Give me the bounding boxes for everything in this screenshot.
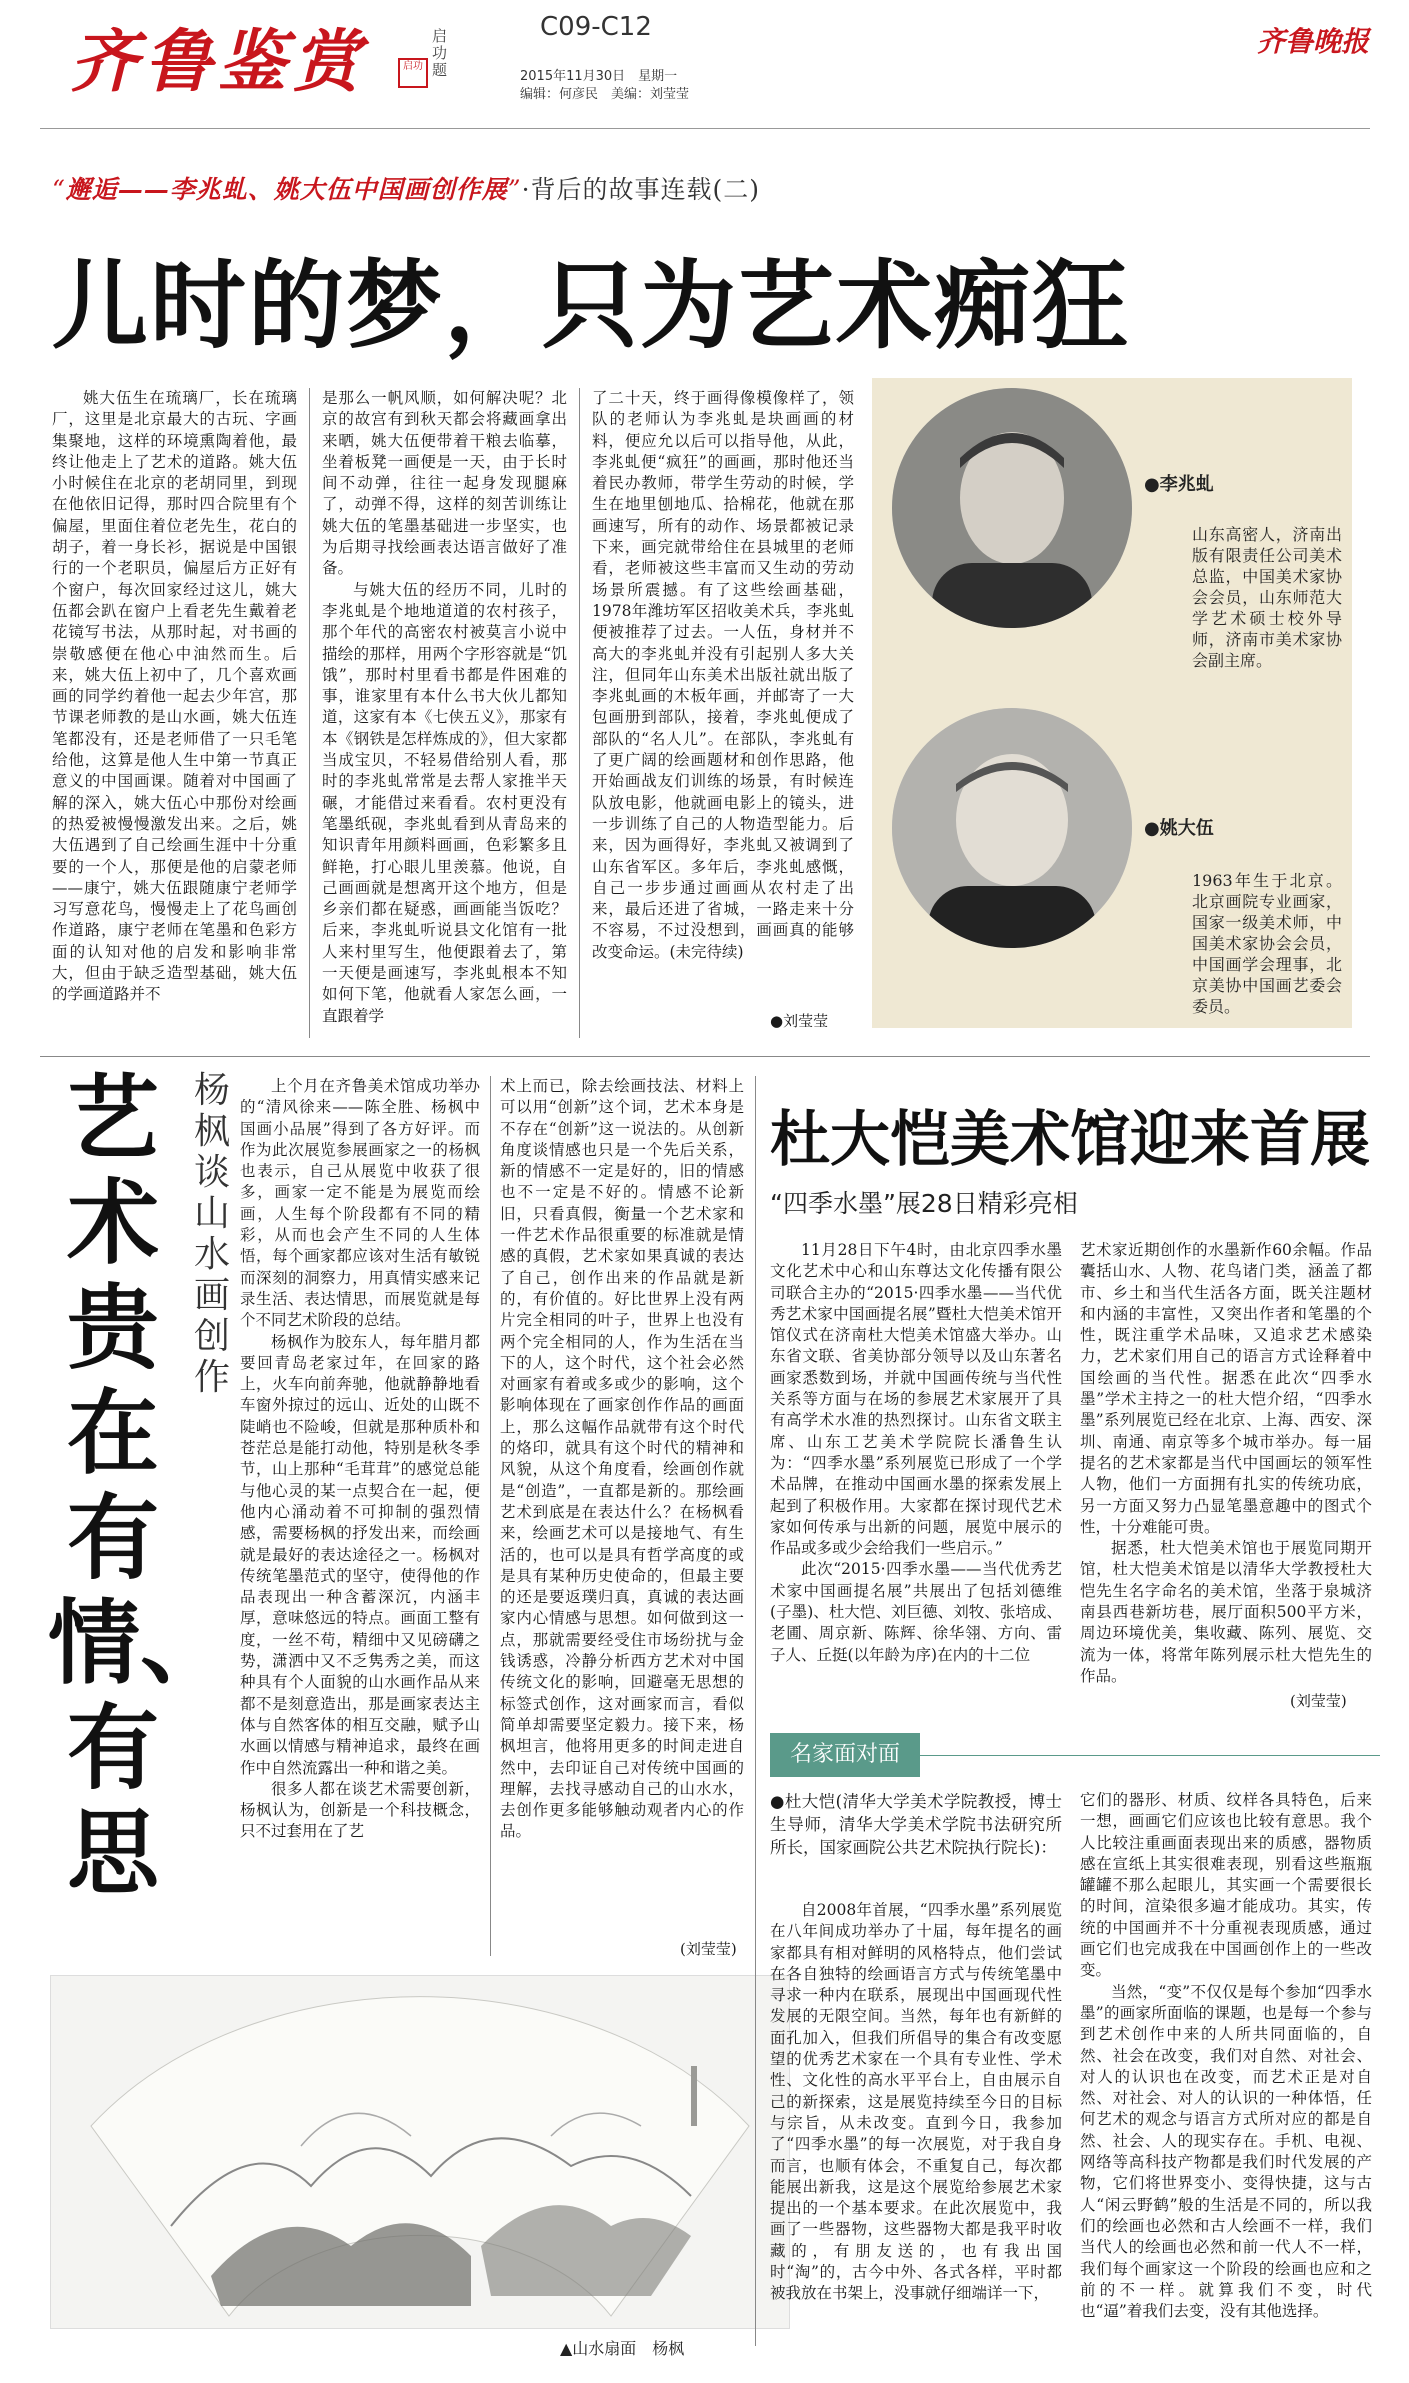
story1-paragraph: 是那么一帆风顺，如何解决呢？北京的故宫有到秋天都会将藏画拿出来晒，姚大伍便带着干粮去临摹，坐着板凳一画便是一天，由于长时间不动弹，往往一起身发现腿麻了，动弹不得，这样的刻苦训练让姚大伍的笔墨基础进一步坚实，也为后期寻找绘画表达语言做好了准备。	[322, 389, 567, 578]
column-divider	[490, 1076, 491, 1956]
story1-paragraph: 了二十天，终于画得像模像样了，领队的老师认为李兆虬是块画画的材料，便应允以后可以指导他，从此，李兆虬便“疯狂”的画画，那时他还当着民办教师，带学生劳动的时候，学生在地里刨地瓜、拾棉花，他就在那画速写，所有的动作、场景都被记录下来，画完就带给住在县城里的老师看，老师被这些丰富而又生动的劳动场景所震撼。有了这些绘画基础，1978年潍坊军区招收美术兵，李兆虬便被推荐了过去。一人伍，身材并不高大的李兆虬并没有引起别人多大关注，但同年山东美术出版社就出版了李兆虬画的木板年画，并邮寄了一大包画册到部队，接着，李兆虬便成了部队的“名人儿”。在部队，李兆虬有了更广阔的绘画题材和创作思路，他开始画战友们训练的场景，有时候连队放电影，他就画电影上的镜头，进一步训练了自己的人物造型能力。后来，因为画得好，李兆虬又被调到了山东省军区。多年后，李兆虬感慨，自己一步步通过画画从农村走了出来，最后还进了省城，一路走来十分不容易，不过没想到，画画真的能够改变命运。(未完待续)	[592, 389, 854, 961]
story1-column-1	[52, 388, 297, 1038]
masthead-divider	[40, 128, 1370, 129]
story2-paragraph: 杨枫作为胶东人，每年腊月都要回青岛老家过年，在回家的路上，火车向前奔驰，他就静静地看车窗外掠过的远山、近处的山既不陡峭也不险峻，但就是那种质朴和苍茫总是能打动他，特别是秋冬季节，山上那种“毛茸茸”的感觉总能与他心灵的某一点契合在一起，便他内心涌动着不可抑制的强烈情感，需要杨枫的抒发出来，而绘画就是最好的表达途径之一。杨枫对传统笔墨范式的坚守，使得他的作品表现出一种含蓄深沉，内涵丰厚，意味悠远的特点。画面工整有度，一丝不苟，精细中又见磅礴之势，潇洒中又不乏隽秀之美，而这种具有个人面貌的山水画作品从来都不是刻意造出，那是画家表达主体与自然客体的相互交融，赋予山水画以情感与精神追求，最终在画作中自然流露出一种和谐之美。	[240, 1332, 480, 1777]
story3-column-1	[770, 1240, 1062, 1710]
artist-profiles-panel	[872, 378, 1352, 1028]
story1-byline: ●刘莹莹	[770, 1012, 829, 1030]
story1-paragraph: 姚大伍生在琉璃厂，长在琉璃厂，这里是北京最大的古玩、字画集聚地，这样的环境熏陶着他，最终让他走上了艺术的道路。姚大伍小时候住在北京的老胡同里，到现在他依旧记得，那时四合院里有个偏屋，里面住着位老先生，花白的胡子，着一身长衫，据说是中国银行的一个老职员，偏屋后方正好有个窗户，每次回家经过这儿，姚大伍都会趴在窗户上看老先生戴着老花镜写书法，从那时起，对书画的崇敬感便在他心中油然而生。后来，姚大伍上初中了，几个喜欢画画的同学约着他一起去少年宫，那节课老师教的是山水画，姚大伍连笔都没有，还是老师借了一只毛笔给他，这算是他人生中第一节真正意义的中国画课。随着对中国画了解的深入，姚大伍心中那份对绘画的热爱被慢慢激发出来。之后，姚大伍遇到了自己绘画生涯中十分重要的一个人，那便是他的启蒙老师——康宁，姚大伍跟随康宁老师学习写意花鸟，慢慢走上了花鸟画创作道路，康宁老师在笔墨和色彩方面的认知对他的启发和影响非常大，但由于缺乏造型基础，姚大伍的学画道路并不	[52, 389, 297, 1004]
story2-column-1	[240, 1076, 480, 1956]
logo-calligrapher: 启功题	[432, 27, 448, 79]
interview-paragraph: 它们的器形、材质、纹样各具特色，后来一想，画画它们应该也比较有意思。我个人比较注重画面表现出来的质感，器物质感在宣纸上其实很难表现，别看这些瓶瓶罐罐不那么起眼儿，其实画一个需要很长的时间，渲染很多遍才能成功。其实，传统的中国画并不十分重视表现质感，通过画它们也完成我在中国画创作上的一些改变。	[1080, 1791, 1372, 1980]
section-divider-vertical	[755, 1076, 756, 2346]
story2-byline: (刘莹莹)	[680, 1940, 737, 1958]
portrait-li-zhaoqiu	[892, 388, 1132, 628]
interview-column-1	[770, 1900, 1062, 2346]
series-quote-close: ”	[507, 175, 522, 204]
story3-paragraph: 据悉，杜大恺美术馆也于展览同期开馆，杜大恺美术馆是以清华大学教授杜大恺先生名字命名的美术馆，坐落于泉城济南县西巷新坊巷，展厅面积500平方米，周边环境优美，集收藏、陈列、展览、交流为一体，将常年陈列展示杜大恺先生的作品。	[1080, 1539, 1372, 1685]
section-divider	[40, 1056, 1370, 1057]
series-tail: ·背后的故事连载(二)	[521, 175, 761, 204]
interview-tag-rule	[920, 1755, 1380, 1756]
painting-caption: ▲山水扇面 杨枫	[560, 2339, 685, 2358]
story3-paragraph: 此次“2015·四季水墨——当代优秀艺术家中国画提名展”共展出了包括刘德维(子墨)、杜大恺、刘巨德、刘牧、张培成、老圃、周京新、陈辉、徐华翎、方向、雷子人、丘挺(以年龄为序)在内的十二位	[770, 1560, 1062, 1664]
profile-name: ●李兆虬	[1144, 474, 1214, 495]
story2-paragraph: 术上而已，除去绘画技法、材料上可以用“创新”这个词，艺术本身是不存在“创新”这一说法的。从创新角度谈情感也只是一个先后关系，新的情感不一定是好的，旧的情感也不一定是不好的。情感不论新旧，只看真假，衡量一个艺术家和一件艺术作品很重要的标准就是情感的真假，艺术家如果真诚的表达了自己，创作出来的作品就是新的，有价值的。好比世界上没有两片完全相同的叶子，世界上也没有两个完全相同的人，作为生活在当下的人，这个时代，这个社会必然对画家有着或多或少的影响，这个影响体现在了画家创作作品的画面上，那么这幅作品就带有这个时代的烙印，就具有这个时代的精神和风貌，从这个角度看，绘画创作就是“创造”，一直都是新的。那绘画艺术到底是在表达什么？在杨枫看来，绘画艺术可以是接地气、有生活的，也可以是具有哲学高度的或是具有某种历史使命的，但最主要的还是要返璞归真，真诚的表达画家内心情感与思想。如何做到这一点，那就需要经受住市场纷扰与金钱诱惑，冷静分析西方艺术对中国传统文化的影响，回避毫无思想的标签式创作，这对画家而言，看似简单却需要坚定毅力。接下来，杨枫坦言，他将用更多的时间走进自然中，去印证自己对传统中国画的理解，去找寻感动自己的山水水，去创作更多能够触动观者内心的作品。	[500, 1077, 744, 1841]
story3-column-2	[1080, 1240, 1372, 1686]
series-quote-open: “	[52, 175, 66, 204]
story1-column-2	[322, 388, 567, 1038]
story3-headline: 杜大恺美术馆迎来首展	[770, 1105, 1370, 1175]
interview-paragraph: 自2008年首展，“四季水墨”系列展览在八年间成功举办了十届，每年提名的画家都具有相对鲜明的风格特点，他们尝试在各自独特的绘画语言方式与传统笔墨中寻求一种内在联系，展现出中国画现代性发展的无限空间。当然，每年也有新鲜的面孔加入，但我们所倡导的集合有改变愿望的优秀艺术家在一个具有专业性、学术性、文化性的高水平平台上，自由展示自己的新探索，这是展览持续至今日的目标与宗旨，从未改变。直到今日，我参加了“四季水墨”的每一次展览，对于我自身而言，也顺有体会，不重复自己，每次都能展出新我，这是这个展览给参展艺术家提出的一个基本要求。在此次展览中，我画了一些器物，这些器物大都是我平时收藏的，有朋友送的，也有我出国时“淘”的，古今中外、各式各样，平时都被我放在书架上，没事就仔细端详一下，	[770, 1901, 1062, 2303]
story1-paragraph: 与姚大伍的经历不同，儿时的李兆虬是个地地道道的农村孩子，那个年代的高密农村被莫言小说中描绘的那样，用两个字形容就是“饥饿”，那时村里看书都是件困难的事，谁家里有本什么书大伙儿都知道，这家有本《七侠五义》，那家有本《钢铁是怎样炼成的》，但大家都当成宝贝，不轻易借给别人看，那时的李兆虬常常是去帮人家推半天碾，才能借过来看看。农村更没有笔墨纸砚，李兆虬看到从青岛来的知识青年用颜料画画，色彩繁多且鲜艳，打心眼儿里羡慕。他说，自己画画就是想离开这个地方，但是乡亲们都在疑惑，画画能当饭吃？后来，李兆虬听说县文化馆有一批人来村里写生，他便跟着去了，第一天便是画速写，李兆虬根本不知如何下笔，他就看人家怎么画，一直跟着学	[322, 580, 567, 1025]
story1-column-3	[592, 388, 854, 1028]
story2-headline: 艺术贵在有情、有思	[48, 1065, 233, 1907]
interview-column-2	[1080, 1790, 1372, 2346]
masthead	[0, 0, 1409, 108]
story3-paragraph: 艺术家近期创作的水墨新作60余幅。作品囊括山水、人物、花鸟诸门类，涵盖了都市、乡土和当代生活各方面，既关注题材和内涵的丰富性，又突出作者和笔墨的个性，既注重学术品味，又追求艺术感染力，艺术家们用自己的语言方式诠释着中国绘画的当代性。据悉在此次“四季水墨”学术主持之一的杜大恺介绍，“四季水墨”系列展览已经在北京、上海、西安、深圳、南通、南京等多个城市举办。每一届提名的艺术家都是当代中国画坛的领军性人物，他们一方面拥有扎实的传统功底，另一方面又努力凸显笔墨意趣中的图式个性，十分难能可贵。	[1080, 1241, 1372, 1536]
column-divider	[309, 388, 310, 1038]
story3-subheadline: “四季水墨”展28日精彩亮相	[770, 1189, 1078, 1218]
interviewee-bio: ●杜大恺(清华大学美术学院教授，博士生导师，清华大学美术学院书法研究所所长，国家画院公共艺术院执行院长)：	[770, 1792, 1062, 1857]
seal-stamp: 启功	[398, 58, 428, 88]
issue-date: 2015年11月30日 星期一	[520, 69, 678, 84]
dateline	[520, 68, 689, 104]
page-code: C09-C12	[540, 12, 652, 42]
profile-bio: 1963年生于北京。北京画院专业画家，国家一级美术师，中国美术家协会会员，中国画学会理事，北京美协中国画艺委会委员。	[1192, 871, 1342, 1016]
story2-paragraph: 上个月在齐鲁美术馆成功举办的“清风徐来——陈全胜、杨枫中国画小品展”得到了各方好评。而作为此次展览参展画家之一的杨枫也表示，自己从展览中收获了很多，画家一定不能是为展览而绘画，人生每个阶段都有不同的精彩，从而也会产生不同的人生体悟，每个画家都应该对生活有敏锐而深刻的洞察力，用真情实感来记录生活、表达情思，而展览就是每个不同艺术阶段的总结。	[240, 1077, 480, 1330]
story2-column-2	[500, 1076, 744, 1934]
page-headline: 儿时的梦，只为艺术痴狂	[52, 250, 1130, 362]
newspaper-brand: 齐鲁晚报	[1256, 25, 1369, 58]
profile-name: ●姚大伍	[1144, 818, 1214, 839]
editor-credits: 编辑：何彦民 美编：刘莹莹	[520, 87, 690, 102]
portrait-yao-dawu	[892, 708, 1132, 948]
section-logo: 齐鲁鉴赏	[70, 22, 367, 102]
interview-paragraph: 当然，“变”不仅仅是每个参加“四季水墨”的画家所面临的课题，也是每一个参与到艺术创作中来的人所共同面临的，自然、社会在改变，我们对自然、对社会、对人的认识也在改变，而艺术正是对自然、对社会、对人的认识的一种体悟，任何艺术的观念与语言方式所对应的都是自然、社会、人的现实存在。手机、电视、网络等高科技产物都是我们时代发展的产物，它们将世界变小、变得快捷，这与古人“闲云野鹤”般的生活是不同的，所以我们的绘画也必然和古人绘画不一样，我们当代人的绘画也必然和前一代人不一样，我们每个画家这一个阶段的绘画也应和之前的不一样。就算我们不变，时代也“逼”着我们去变，没有其他选择。	[1080, 1982, 1372, 2321]
exhibition-name: 邂逅——李兆虬、姚大伍中国画创作展	[65, 175, 508, 204]
series-title	[52, 170, 760, 206]
landscape-fan-painting	[50, 1975, 790, 2329]
column-divider	[579, 388, 580, 1038]
story2-subheadline: 杨枫谈山水画创作	[193, 1070, 230, 1398]
interview-tag: 名家面对面	[770, 1733, 920, 1777]
profile-bio: 山东高密人，济南出版有限责任公司美术总监，中国美术家协会会员，山东师范大学艺术硕士校外导师，济南市美术家协会副主席。	[1192, 525, 1342, 670]
story3-paragraph: 11月28日下午4时，由北京四季水墨文化艺术中心和山东尊达文化传播有限公司联合主办的“2015·四季水墨——当代优秀艺术家中国画提名展”暨杜大恺美术馆开馆仪式在济南杜大恺美术馆盛大举办。山东省文联、省美协部分领导以及山东著名画家悉数到场，并就中国画传统与当代性关系等方面与在场的参展艺术家展开了具有高学术水准的热烈探讨。山东省文联主席、山东工艺美术学院院长潘鲁生认为：“四季水墨”系列展览已形成了一个学术品牌，在推动中国画水墨的探索发展上起到了积极作用。大家都在探讨现代艺术家如何传承与出新的问题，展览中展示的作品或多或少会给我们一些启示。”	[770, 1241, 1062, 1558]
story3-byline: (刘莹莹)	[1290, 1692, 1347, 1710]
story2-paragraph: 很多人都在谈艺术需要创新，杨枫认为，创新是一个科技概念，只不过套用在了艺	[240, 1779, 480, 1841]
